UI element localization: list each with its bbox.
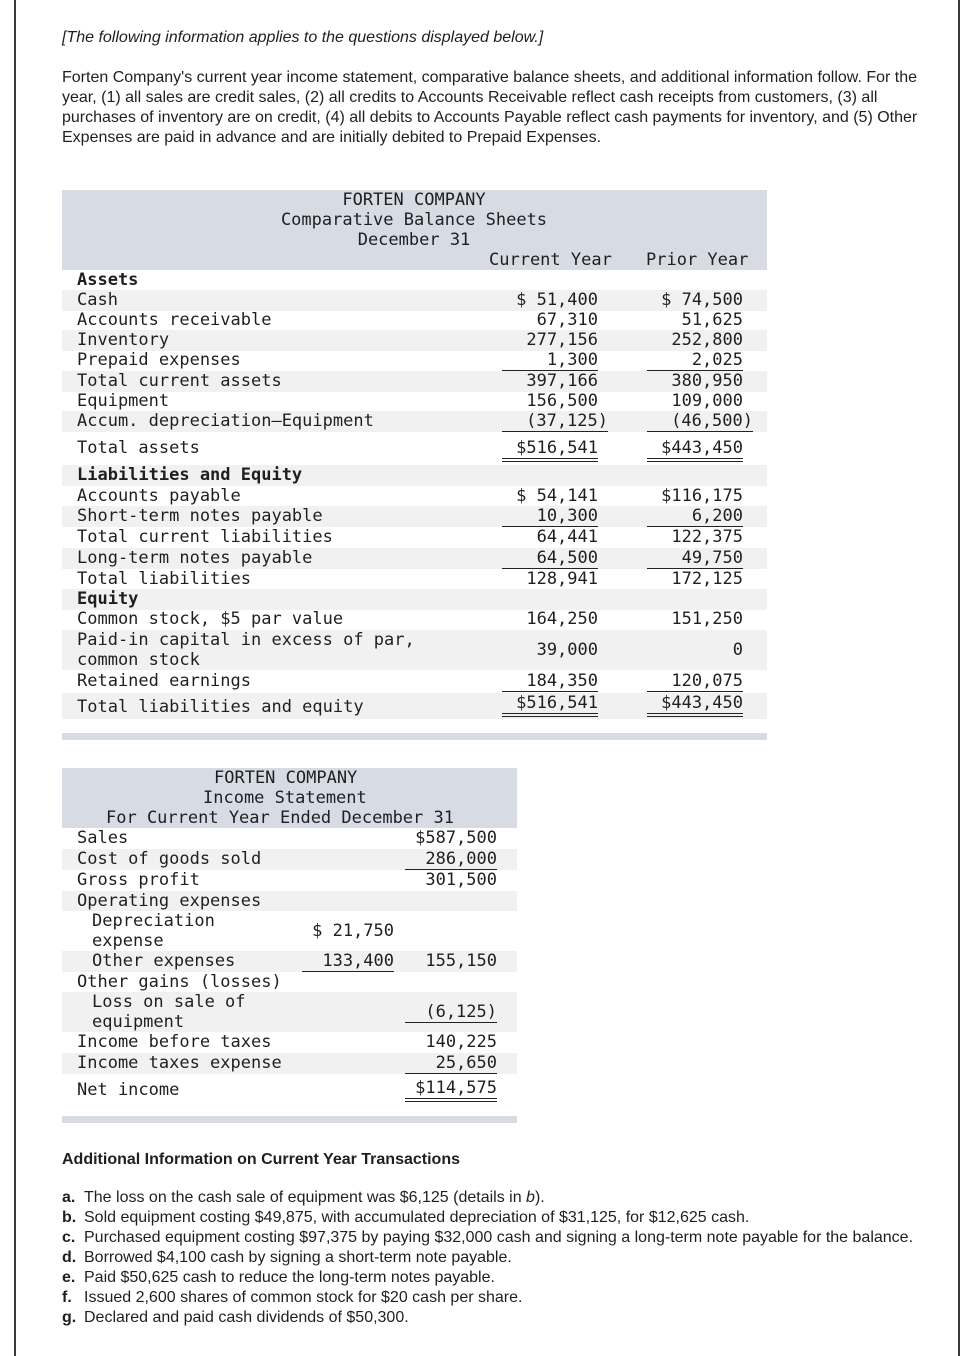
bs-row-paid-in-capital [62, 630, 767, 670]
is-company-name: FORTEN COMPANY [214, 768, 358, 788]
item-letter: a. [62, 1189, 76, 1206]
is-row-loss-on-sale [62, 992, 517, 1032]
bs-label: Accounts receivable [77, 310, 272, 330]
is-row-net-income [62, 1074, 517, 1104]
intro-note: [The following information applies to the questions displayed below.] [62, 29, 544, 46]
page-left-border [14, 0, 16, 1356]
is-row-other-gains [62, 972, 517, 992]
bs-prior-value: 252,800 [671, 330, 743, 350]
is-label: Net income [77, 1080, 180, 1100]
additional-item [62, 1268, 922, 1288]
bs-row-total-liabilities-equity [62, 693, 767, 719]
bs-label: Total liabilities [77, 569, 251, 589]
bs-current-value: $ 51,400 [516, 290, 598, 310]
bs-current-value: 277,156 [526, 330, 598, 350]
bs-label: Total liabilities and equity [77, 697, 364, 717]
income-statement-table [62, 768, 517, 1100]
balance-sheet-header [62, 190, 767, 270]
is-inner-value: $ 21,750 [312, 921, 394, 941]
page-right-border [958, 0, 960, 1356]
bs-label: Inventory [77, 330, 170, 350]
is-row-depreciation [62, 911, 517, 951]
bs-date: December 31 [357, 230, 471, 250]
bs-prior-value: (46,500) [647, 411, 753, 432]
is-row-gross-profit [62, 870, 517, 891]
bs-row-equity [62, 589, 767, 610]
bs-col-prior-year: Prior Year [646, 250, 749, 270]
is-row-income-before-taxes [62, 1032, 517, 1053]
is-outer-value: 140,225 [425, 1032, 497, 1052]
is-label: Income before taxes [77, 1032, 272, 1052]
bs-current-value: 184,350 [502, 671, 598, 692]
bs-row-inventory [62, 330, 767, 351]
bs-row-retained-earnings [62, 671, 767, 692]
bs-prior-value: 122,375 [671, 527, 743, 547]
bs-label: Common stock, $5 par value [77, 609, 344, 629]
bs-current-value: 397,166 [526, 371, 598, 391]
bs-current-value: 128,941 [526, 569, 598, 589]
item-letter: e. [62, 1269, 76, 1286]
bs-row-assets [62, 270, 767, 291]
is-outer-value: 25,650 [405, 1053, 497, 1074]
bs-current-value: $ 54,141 [516, 486, 598, 506]
bs-prior-value: $443,450 [647, 438, 743, 462]
is-label: Operating expenses [77, 891, 262, 911]
bs-label: Assets [77, 270, 139, 290]
additional-item [62, 1288, 922, 1308]
item-letter: d. [62, 1249, 77, 1266]
is-inner-value: 133,400 [302, 951, 394, 972]
bs-row-total-liabilities [62, 569, 767, 590]
bs-current-value: $516,541 [502, 438, 598, 462]
bs-row-long-term-notes [62, 548, 767, 569]
bs-prior-value: 49,750 [647, 548, 743, 569]
bs-footer-bar [62, 733, 767, 740]
item-letter: b. [62, 1209, 77, 1226]
bs-label: Total current liabilities [77, 527, 333, 547]
bs-current-value: 67,310 [536, 310, 598, 330]
bs-label: Accounts payable [77, 486, 241, 506]
is-label: Income taxes expense [77, 1053, 282, 1073]
bs-row-accounts-payable [62, 486, 767, 507]
is-outer-value: 286,000 [405, 849, 497, 870]
item-text: Sold equipment costing $49,875, with accumulated depreciation of $31,125, for $12,625 cash. [84, 1209, 750, 1226]
item-letter: f. [62, 1289, 72, 1306]
is-outer-value: (6,125) [405, 1002, 497, 1023]
bs-prior-value: 109,000 [671, 391, 743, 411]
item-text: Purchased equipment costing $97,375 by paying $32,000 cash and signing a long-term note payable for the balance. [84, 1229, 914, 1246]
item-text-end: ). [534, 1189, 545, 1206]
balance-sheet-table [62, 190, 767, 717]
intro-paragraph: Forten Company's current year income statement, comparative balance sheets, and additional information follow. For the year, (1) all sales are credit sales, (2) all credits to Accounts Receivable reflect cash receipts from customers, (3) all purchases of inventory are on credit, (4) all debits to Accounts Payable reflect cash payments for inventory, and (5) Other Expenses are paid in advance and are initially debited to Prepaid Expenses. [62, 69, 918, 146]
is-label: Loss on sale of [92, 992, 246, 1012]
additional-heading: Additional Information on Current Year Transactions [62, 1151, 460, 1168]
bs-row-prepaid-expenses [62, 350, 767, 371]
item-letter: c. [62, 1229, 76, 1246]
bs-prior-value: 51,625 [681, 310, 743, 330]
item-text: Declared and paid cash dividends of $50,300. [84, 1309, 409, 1326]
additional-item [62, 1208, 922, 1228]
item-text: The loss on the cash sale of equipment was $6,125 (details in [84, 1189, 527, 1206]
bs-prior-value: $ 74,500 [661, 290, 743, 310]
is-label: Gross profit [77, 870, 200, 890]
bs-row-total-assets [62, 438, 767, 459]
bs-label: Accum. depreciation–Equipment [77, 411, 374, 431]
is-outer-value: 155,150 [425, 951, 497, 971]
is-row-other-expenses [62, 951, 517, 972]
bs-current-value: 10,300 [502, 506, 598, 527]
bs-label: Total current assets [77, 371, 282, 391]
bs-current-value: 39,000 [536, 640, 598, 660]
bs-label: Paid-in capital in excess of par, [77, 630, 415, 650]
bs-prior-value: 2,025 [647, 350, 743, 371]
bs-label: Short-term notes payable [77, 506, 323, 526]
bs-row-accum-depreciation [62, 411, 767, 432]
bs-label: Equity [77, 589, 139, 609]
is-title: Income Statement [203, 788, 367, 808]
bs-title: Comparative Balance Sheets [280, 210, 548, 230]
item-letter: g. [62, 1309, 77, 1326]
bs-prior-value: $116,175 [661, 486, 743, 506]
bs-prior-value: 120,075 [647, 671, 743, 692]
bs-prior-value: $443,450 [647, 693, 743, 717]
bs-current-value: $516,541 [502, 693, 598, 717]
is-label: Other expenses [92, 951, 236, 971]
additional-item [62, 1248, 922, 1268]
is-row-operating-expenses [62, 891, 517, 911]
bs-prior-value: 151,250 [671, 609, 743, 629]
is-outer-value: $114,575 [405, 1078, 497, 1102]
bs-current-value: 64,500 [502, 548, 598, 569]
bs-prior-value: 172,125 [671, 569, 743, 589]
bs-label-line2: common stock [77, 650, 200, 670]
bs-current-value: 64,441 [536, 527, 598, 547]
bs-label: Long-term notes payable [77, 548, 313, 568]
item-text: Issued 2,600 shares of common stock for $20 cash per share. [84, 1289, 523, 1306]
bs-row-common-stock [62, 609, 767, 630]
additional-item [62, 1188, 922, 1208]
is-label: Other gains (losses) [77, 972, 282, 992]
additional-information [62, 1150, 922, 1328]
bs-prior-value: 6,200 [647, 506, 743, 527]
is-row-income-taxes [62, 1053, 517, 1074]
bs-row-cash [62, 290, 767, 311]
additional-item [62, 1308, 922, 1328]
bs-current-value: 156,500 [526, 391, 598, 411]
bs-company-name: FORTEN COMPANY [342, 190, 486, 210]
item-text: Paid $50,625 cash to reduce the long-term notes payable. [84, 1269, 495, 1286]
bs-row-short-term-notes [62, 506, 767, 527]
bs-current-value: 164,250 [526, 609, 598, 629]
is-period: For Current Year Ended December 31 [106, 808, 454, 828]
bs-current-value: 1,300 [502, 350, 598, 371]
bs-label: Equipment [77, 391, 170, 411]
is-outer-value: $587,500 [415, 828, 497, 848]
income-statement-header [62, 768, 517, 828]
additional-item [62, 1228, 922, 1248]
item-ref: b [526, 1189, 535, 1206]
bs-label: Liabilities and Equity [77, 465, 303, 485]
bs-row-liabilities-equity [62, 465, 767, 486]
is-label: Depreciation [92, 911, 215, 931]
is-label-line2: expense [92, 931, 164, 951]
is-label-line2: equipment [92, 1012, 185, 1032]
is-row-cogs [62, 849, 517, 870]
intro-section [62, 28, 922, 148]
is-footer-bar [62, 1116, 517, 1123]
is-label: Cost of goods sold [77, 849, 262, 869]
bs-row-total-current-liabilities [62, 527, 767, 548]
bs-label: Retained earnings [77, 671, 251, 691]
item-text: Borrowed $4,100 cash by signing a short-term note payable. [84, 1249, 512, 1266]
bs-row-equipment [62, 391, 767, 412]
bs-prior-value: 0 [732, 640, 743, 660]
bs-row-accounts-receivable [62, 310, 767, 331]
bs-row-total-current-assets [62, 371, 767, 392]
bs-label: Total assets [77, 438, 200, 458]
is-label: Sales [77, 828, 129, 848]
bs-prior-value: 380,950 [671, 371, 743, 391]
bs-label: Cash [77, 290, 118, 310]
bs-label: Prepaid expenses [77, 350, 241, 370]
is-row-sales [62, 828, 517, 849]
is-outer-value: 301,500 [425, 870, 497, 890]
bs-current-value: (37,125) [502, 411, 608, 432]
bs-col-current-year: Current Year [489, 250, 612, 270]
